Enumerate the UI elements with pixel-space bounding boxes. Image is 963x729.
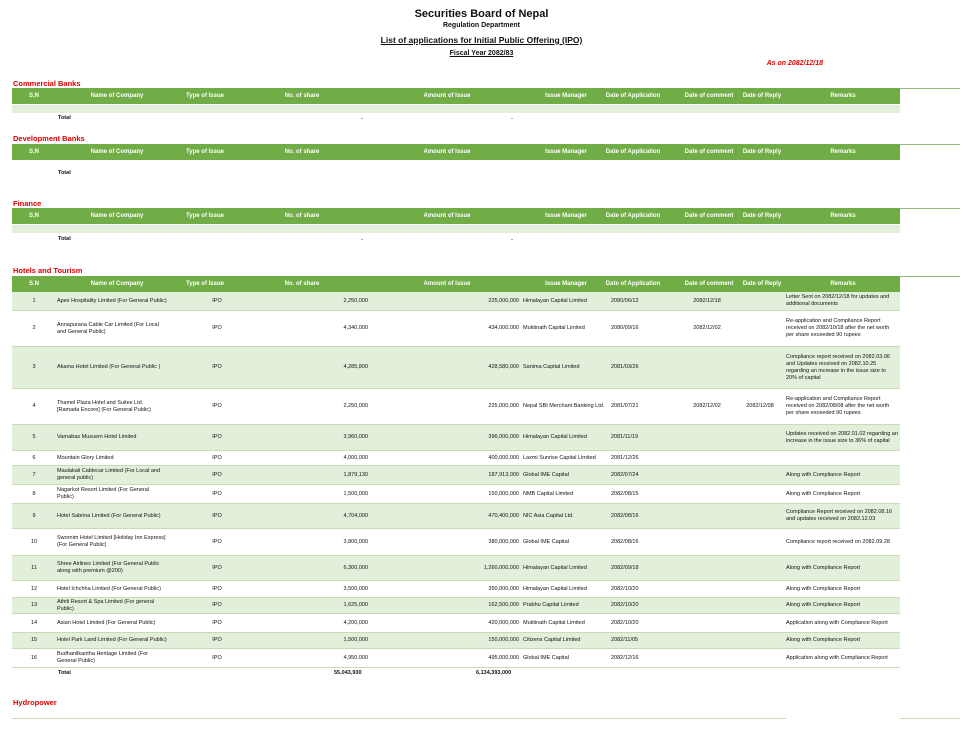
cell-type: IPO (212, 654, 222, 661)
cell-sn: 3 (32, 364, 36, 370)
cell-date-app: 2081/12/26 (611, 454, 639, 461)
column-header-sn: S.N (28, 212, 40, 219)
cell-sn: 8 (32, 490, 36, 497)
cell-company: Nagarkot Resort Limited (For General Public) (57, 487, 150, 500)
cell-remarks: Application along with Compliance Report (786, 654, 888, 661)
column-header-date-app: Date of Application (605, 148, 661, 155)
column-header-shares: No. of share (284, 148, 320, 155)
cell-shares: 4,950,000 (343, 654, 368, 661)
cell-shares: 3,800,000 (343, 538, 368, 545)
total-amount: 6,134,393,000 (476, 670, 512, 676)
cell-amount: 350,000,000 (488, 585, 519, 592)
cell-remarks: Re-application and Compliance Report received on 2082/10/18 after the net worth per share exceeded 90 rupees (786, 318, 890, 338)
column-header-sn: S.N (28, 148, 40, 155)
column-header-shares: No. of share (284, 92, 320, 99)
cell-date-reply: 2082/12/08 (746, 403, 774, 409)
cell-shares: 4,704,000 (343, 512, 368, 519)
table-row (12, 485, 900, 504)
total-label: Total (58, 670, 71, 676)
table-row (12, 581, 900, 598)
cell-remarks: Updates received on 2082.01.02 regarding an increase in the issue size to 36% of capital (786, 430, 898, 444)
table-header (12, 144, 900, 160)
cell-sn: 12 (30, 585, 38, 592)
column-header-date-comment: Date of comment (684, 280, 734, 287)
list-title (0, 35, 963, 45)
cell-type: IPO (212, 325, 222, 331)
fiscal-year-text: Fiscal Year 2082/83 (449, 50, 514, 57)
cell-amount: 225,000,000 (488, 297, 519, 304)
total-label: Total (58, 170, 71, 176)
cell-manager: Sanima Capital Limited (523, 364, 580, 370)
table-header (12, 276, 900, 292)
cell-company: Mountain Glory Limited (57, 454, 114, 461)
column-header-date-reply: Date of Reply (742, 92, 782, 99)
cell-manager: NMB Capital Limited (523, 490, 574, 497)
table-row (12, 451, 900, 466)
cell-amount: 428,580,000 (488, 364, 519, 370)
cell-date-comment: 2082/12/02 (693, 403, 721, 409)
cell-manager: Himalayan Capital Limited (523, 434, 587, 440)
table-row (12, 529, 900, 556)
cell-company: Maulakali Cablecar Limited (For Local and general public) (57, 468, 161, 481)
table-row (12, 292, 900, 311)
cell-manager: Global IME Capital (523, 538, 569, 545)
department-title: Regulation Department (442, 22, 520, 29)
column-header-date-app: Date of Application (605, 212, 661, 219)
cell-remarks: Along with Compliance Report (786, 471, 860, 478)
section-hotels-tourism: Hotels and Tourism (13, 266, 83, 275)
cell-type: IPO (212, 585, 222, 592)
cell-amount: 150,000,000 (488, 637, 519, 643)
header-rule (900, 208, 960, 209)
column-header-date-comment: Date of comment (684, 212, 734, 219)
empty-row (12, 105, 900, 113)
cell-manager: Prabhu Capital Limited (523, 602, 579, 608)
column-header-date-comment: Date of comment (684, 148, 734, 155)
cell-type: IPO (212, 619, 222, 626)
fiscal-year (0, 50, 963, 57)
column-header-date-reply: Date of Reply (742, 280, 782, 287)
cell-type: IPO (212, 364, 222, 370)
cell-amount: 495,000,000 (488, 654, 519, 661)
cell-sn: 1 (32, 297, 36, 304)
column-header-company: Name of Company (90, 280, 144, 287)
cell-company: Shree Airlines Limited (For General Public along with premium @200) (57, 561, 160, 574)
cell-date-comment: 2082/12/18 (693, 297, 721, 304)
cell-remarks: Along with Compliance Report (786, 602, 860, 608)
cell-date-app: 2082/10/20 (611, 602, 639, 608)
org-title: Securities Board of Nepal (414, 8, 549, 20)
total-label: Total (58, 236, 71, 242)
cell-company: Apex Hospitality Limited (For General Public) (57, 297, 167, 304)
column-header-remarks: Remarks (830, 92, 856, 99)
cell-shares: 1,500,000 (343, 637, 368, 643)
total-shares: 55,043,930 (334, 670, 362, 676)
cell-type: IPO (212, 637, 222, 643)
cell-remarks: Compliance report received on 2082.03.06 and Updates received on 2082.10.25 regarding an increase in the issue size to 20% of capital (786, 353, 890, 381)
cell-amount: 400,000,000 (488, 454, 519, 461)
column-header-company: Name of Company (90, 212, 144, 219)
header-rule (900, 88, 960, 89)
table-row (12, 598, 900, 614)
total-amount-dash: - (511, 237, 513, 243)
cell-amount: 150,000,000 (488, 490, 519, 497)
column-header-manager: Issue Manager (545, 212, 587, 219)
cell-date-app: 2082/11/05 (611, 637, 639, 643)
cell-manager: NIC Asia Capital Ltd. (523, 512, 574, 519)
cell-manager: Global IME Capital (523, 654, 569, 661)
cell-company: Hotel Park Land Limited (For General Public) (57, 637, 167, 643)
column-header-company: Name of Company (90, 92, 144, 99)
cell-type: IPO (212, 512, 222, 519)
cell-shares: 4,200,000 (343, 619, 368, 626)
cell-amount: 380,000,000 (488, 538, 519, 545)
table-row (12, 633, 900, 649)
header-rule (900, 144, 960, 145)
table-row (12, 614, 900, 633)
column-header-date-reply: Date of Reply (742, 148, 782, 155)
cell-remarks: Re-application and Compliance Report received on 2082/08/08 after the net worth per share exceeded 90 rupees (786, 396, 890, 416)
column-header-type: Type of Issue (186, 148, 224, 155)
cell-sn: 7 (32, 471, 36, 478)
cell-company: Varnabas Musuem Hotel Limited (57, 434, 137, 440)
cell-company: Hotel Ichchha Limited (For General Public) (57, 585, 161, 592)
cell-date-app: 2082/09/18 (611, 564, 639, 571)
cell-company: Asian Hotel Limited (For General Public) (57, 619, 156, 626)
section-finance: Finance (13, 199, 42, 208)
column-header-date-comment: Date of comment (684, 92, 734, 99)
column-header-date-reply: Date of Reply (742, 212, 782, 219)
cell-manager: Muktinath Capital Limited (523, 619, 585, 626)
column-header-shares: No. of share (284, 280, 320, 287)
cell-sn: 16 (30, 654, 38, 661)
cell-manager: Citizens Capital Limited (523, 637, 581, 643)
cell-amount: 470,400,000 (488, 512, 519, 519)
cell-manager: Global IME Capital (523, 471, 569, 478)
cell-manager: Himalayan Capital Limited (523, 564, 587, 571)
cell-type: IPO (212, 297, 222, 304)
column-header-manager: Issue Manager (545, 148, 587, 155)
cell-date-app: 2081/03/26 (611, 364, 639, 370)
cell-date-app: 2082/10/20 (611, 585, 639, 592)
total-shares-dash: - (361, 116, 363, 122)
column-header-sn: S.N (28, 280, 40, 287)
header-rule (900, 276, 960, 277)
cell-manager: Muktinath Capital Limited (523, 325, 585, 331)
cell-remarks: Along with Compliance Report (786, 564, 860, 571)
table-header (12, 208, 900, 224)
cell-amount: 396,000,000 (488, 434, 519, 440)
cell-sn: 6 (32, 454, 36, 461)
cell-remarks: Compliance Report received on 2082.08.16 and updates received on 2082.12.03 (786, 509, 893, 522)
cell-sn: 13 (30, 602, 38, 608)
cell-type: IPO (212, 602, 222, 608)
cell-sn: 10 (30, 538, 38, 545)
cell-shares: 3,960,000 (343, 434, 368, 440)
section-hydropower: Hydropower (13, 698, 57, 707)
cell-sn: 9 (32, 512, 36, 519)
cell-remarks: Along with Compliance Report (786, 637, 860, 643)
column-header-type: Type of Issue (186, 92, 224, 99)
column-header-manager: Issue Manager (545, 280, 587, 287)
cell-company: Annapurana Cable Car Limited (For Local and General Public) (57, 321, 159, 335)
cell-manager: Nepal SBI Merchant Banking Ltd. (523, 403, 605, 409)
total-shares-dash: - (361, 237, 363, 243)
cell-sn: 15 (30, 637, 38, 643)
column-header-shares: No. of share (284, 212, 320, 219)
list-title-text: List of applications for Initial Public Offering (IPO) (380, 35, 583, 45)
cell-date-app: 2082/08/15 (611, 490, 639, 497)
cell-shares: 4,000,000 (343, 454, 368, 461)
cell-type: IPO (212, 454, 222, 461)
cell-company: Akama Hotel Limited (For General Public ) (57, 364, 161, 370)
cell-sn: 2 (32, 325, 36, 331)
cell-type: IPO (212, 564, 222, 571)
cell-date-app: 2081/07/21 (611, 403, 639, 409)
cell-shares: 1,500,000 (343, 490, 368, 497)
section-commercial-banks: Commercial Banks (13, 79, 81, 88)
as-on-date: As on 2082/12/18 (766, 60, 823, 67)
cell-date-app: 2080/06/12 (611, 297, 639, 304)
column-header-date-app: Date of Application (605, 92, 661, 99)
cell-company: Athiti Resort & Spa Limited (For general Public) (57, 598, 155, 612)
cell-sn: 4 (32, 403, 36, 409)
table-row (12, 347, 900, 389)
cell-date-app: 2082/10/20 (611, 619, 639, 626)
cell-company: Thamel Plaza Hotel and Suites Ltd. [Ramada Encore] (For General Public) (57, 399, 151, 413)
table-header (12, 88, 900, 104)
cell-amount: 420,000,000 (488, 619, 519, 626)
cell-shares: 3,500,000 (343, 585, 368, 592)
column-header-manager: Issue Manager (545, 92, 587, 99)
cell-manager: Himalayan Capital Limited (523, 585, 587, 592)
cell-date-app: 2082/08/16 (611, 512, 639, 519)
cell-date-app: 2081/11/19 (611, 434, 639, 440)
cell-remarks: Compliance report received on 2082.09.28 (786, 538, 890, 545)
cell-shares: 2,250,000 (343, 403, 368, 409)
table-row (12, 311, 900, 347)
table-row (12, 466, 900, 485)
column-header-amount: Amount of Issue (423, 92, 471, 99)
cell-sn: 5 (32, 434, 36, 440)
table-row (12, 504, 900, 529)
column-header-date-app: Date of Application (605, 280, 661, 287)
column-header-amount: Amount of Issue (423, 280, 471, 287)
column-header-remarks: Remarks (830, 148, 856, 155)
cell-amount: 1,260,000,000 (483, 564, 519, 571)
cell-manager: Himalayan Capital Limited (523, 297, 587, 304)
cell-shares: 2,250,000 (343, 297, 368, 304)
cell-amount: 434,000,000 (488, 325, 519, 331)
cell-sn: 11 (31, 564, 37, 571)
cell-type: IPO (212, 434, 222, 440)
total-label: Total (58, 115, 71, 121)
cell-date-app: 2082/08/16 (611, 538, 639, 545)
bottom-rule (900, 718, 960, 719)
table-row (12, 389, 900, 425)
column-header-type: Type of Issue (186, 212, 224, 219)
table-row (12, 649, 900, 668)
cell-type: IPO (212, 538, 222, 545)
cell-company: Budhanilkantha Heritage Limited (For General Public) (57, 651, 149, 664)
cell-date-app: 2082/12/16 (611, 654, 639, 661)
section-development-banks: Development Banks (13, 134, 85, 143)
column-header-remarks: Remarks (830, 212, 856, 219)
cell-remarks: Along with Compliance Report (786, 585, 860, 592)
cell-shares: 4,285,800 (343, 364, 368, 370)
column-header-company: Name of Company (90, 148, 144, 155)
total-amount-dash: - (511, 116, 513, 122)
cell-shares: 6,300,000 (343, 564, 368, 571)
cell-remarks: Along with Compliance Report (786, 490, 860, 497)
table-row (12, 556, 900, 581)
cell-shares: 1,879,130 (343, 471, 368, 478)
cell-shares: 4,340,000 (343, 325, 368, 331)
cell-remarks: Application along with Compliance Report (786, 619, 888, 626)
empty-row (12, 225, 900, 233)
cell-amount: 162,500,000 (488, 602, 519, 608)
column-header-amount: Amount of Issue (423, 212, 471, 219)
cell-date-comment: 2082/12/02 (693, 325, 721, 331)
cell-type: IPO (212, 403, 222, 409)
cell-company: Swornim Hotel Limited [Holiday Inn Express] (For General Public) (57, 535, 166, 548)
column-header-amount: Amount of Issue (423, 148, 471, 155)
table-row (12, 425, 900, 451)
column-header-remarks: Remarks (830, 280, 856, 287)
cell-type: IPO (212, 471, 222, 478)
cell-amount: 225,000,000 (488, 403, 519, 409)
cell-date-app: 2082/07/24 (611, 471, 639, 478)
cell-manager: Laxmi Sunrise Capital Limited (523, 454, 596, 461)
bottom-rule (12, 718, 786, 719)
cell-amount: 187,913,000 (488, 471, 519, 478)
column-header-type: Type of Issue (186, 280, 224, 287)
cell-sn: 14 (30, 619, 38, 626)
cell-date-app: 2080/09/16 (611, 325, 639, 331)
cell-company: Hotel Sabrina Limited (For General Public) (57, 512, 161, 519)
cell-type: IPO (212, 490, 222, 497)
column-header-sn: S.N (28, 92, 40, 99)
cell-remarks: Letter Sent on 2082/12/18 for updates and additional documents (786, 294, 890, 307)
cell-shares: 1,625,000 (343, 602, 368, 608)
